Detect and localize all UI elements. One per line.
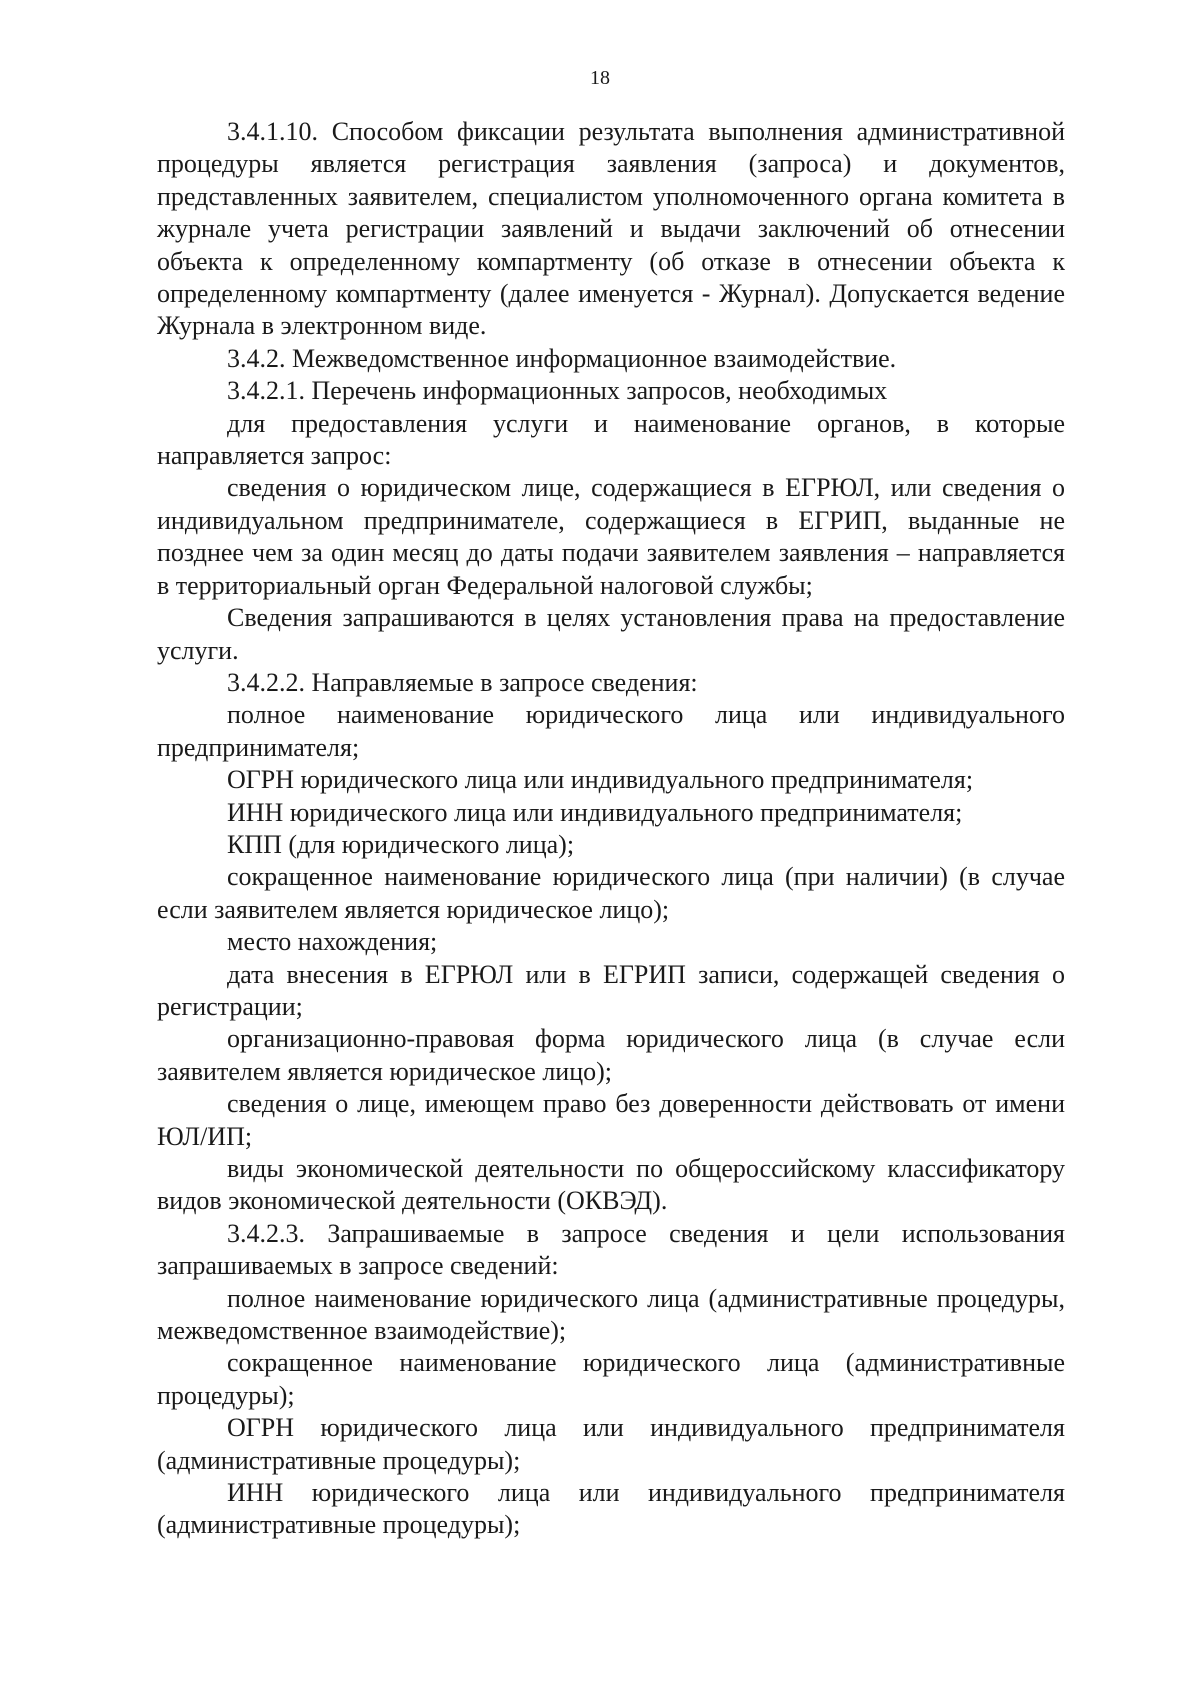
list-item-inn: ИНН юридического лица или индивидуального предпринимателя;	[227, 797, 963, 827]
list-item-inn-purpose: ИНН юридического лица или индивидуального предпринимателя (административные процедуры);	[157, 1478, 1065, 1540]
paragraph-3-4-1-10: 3.4.1.10. Способом фиксации результата выполнения административной процедуры является регистрация заявления (запроса) и документов, представленных заявителем, специалистом уполномоченного органа комитета в журнале учета регистрации заявлений и выдачи заключений об отнесении объекта к определенному компартменту (об отказе в отнесении объекта к определенному компартменту (далее именуется - Журнал). Допускается ведение Журнала в электронном виде.	[157, 117, 1065, 341]
paragraph-3-4-2-3: 3.4.2.3. Запрашиваемые в запросе сведения и цели использования запрашиваемых в запросе сведений:	[157, 1218, 1065, 1281]
paragraph-3-4-2-1: 3.4.2.1. Перечень информационных запросов, необходимых	[227, 376, 888, 406]
paragraph-3-4-2: 3.4.2. Межведомственное информационное взаимодействие.	[227, 343, 897, 373]
paragraph-egrul-info: сведения о юридическом лице, содержащиеся в ЕГРЮЛ, или сведения о индивидуальном предпринимателе, содержащиеся в ЕГРИП, выданные не позднее чем за один месяц до даты подачи заявителем заявления – направляется в территориальный орган Федеральной налоговой службы;	[157, 473, 1065, 600]
list-item-full-name: полное наименование юридического лица или индивидуального предпринимателя;	[157, 700, 1065, 762]
list-item-authorized-person: сведения о лице, имеющем право без доверенности действовать от имени ЮЛ/ИП;	[157, 1089, 1065, 1151]
list-item-registration-date: дата внесения в ЕГРЮЛ или в ЕГРИП записи, содержащей сведения о регистрации;	[157, 959, 1065, 1021]
list-item-short-name: сокращенное наименование юридического лица (при наличии) (в случае если заявителем является юридическое лицо);	[157, 862, 1065, 924]
document-body	[157, 116, 1065, 1542]
paragraph-3-4-2-2: 3.4.2.2. Направляемые в запросе сведения:	[227, 667, 698, 697]
list-item-legal-form: организационно-правовая форма юридического лица (в случае если заявителем является юридическое лицо);	[157, 1024, 1065, 1086]
page-number: 18	[590, 67, 610, 89]
list-item-location: место нахождения;	[227, 927, 438, 957]
list-item-short-name-purpose: сокращенное наименование юридического лица (административные процедуры);	[157, 1348, 1065, 1410]
paragraph-request-goal: Сведения запрашиваются в целях установления права на предоставление услуги.	[157, 603, 1065, 665]
list-item-kpp: КПП (для юридического лица);	[227, 829, 575, 859]
list-item-full-name-purpose: полное наименование юридического лица (административные процедуры, межведомственное взаимодействие);	[157, 1283, 1065, 1346]
list-item-okved: виды экономической деятельности по общероссийскому классификатору видов экономической деятельности (ОКВЭД).	[157, 1154, 1065, 1216]
list-item-ogrn: ОГРН юридического лица или индивидуального предпринимателя;	[227, 765, 974, 795]
paragraph-request-purpose: для предоставления услуги и наименование органов, в которые направляется запрос:	[157, 408, 1065, 471]
list-item-ogrn-purpose: ОГРН юридического лица или индивидуального предпринимателя (административные процедуры);	[157, 1413, 1065, 1475]
